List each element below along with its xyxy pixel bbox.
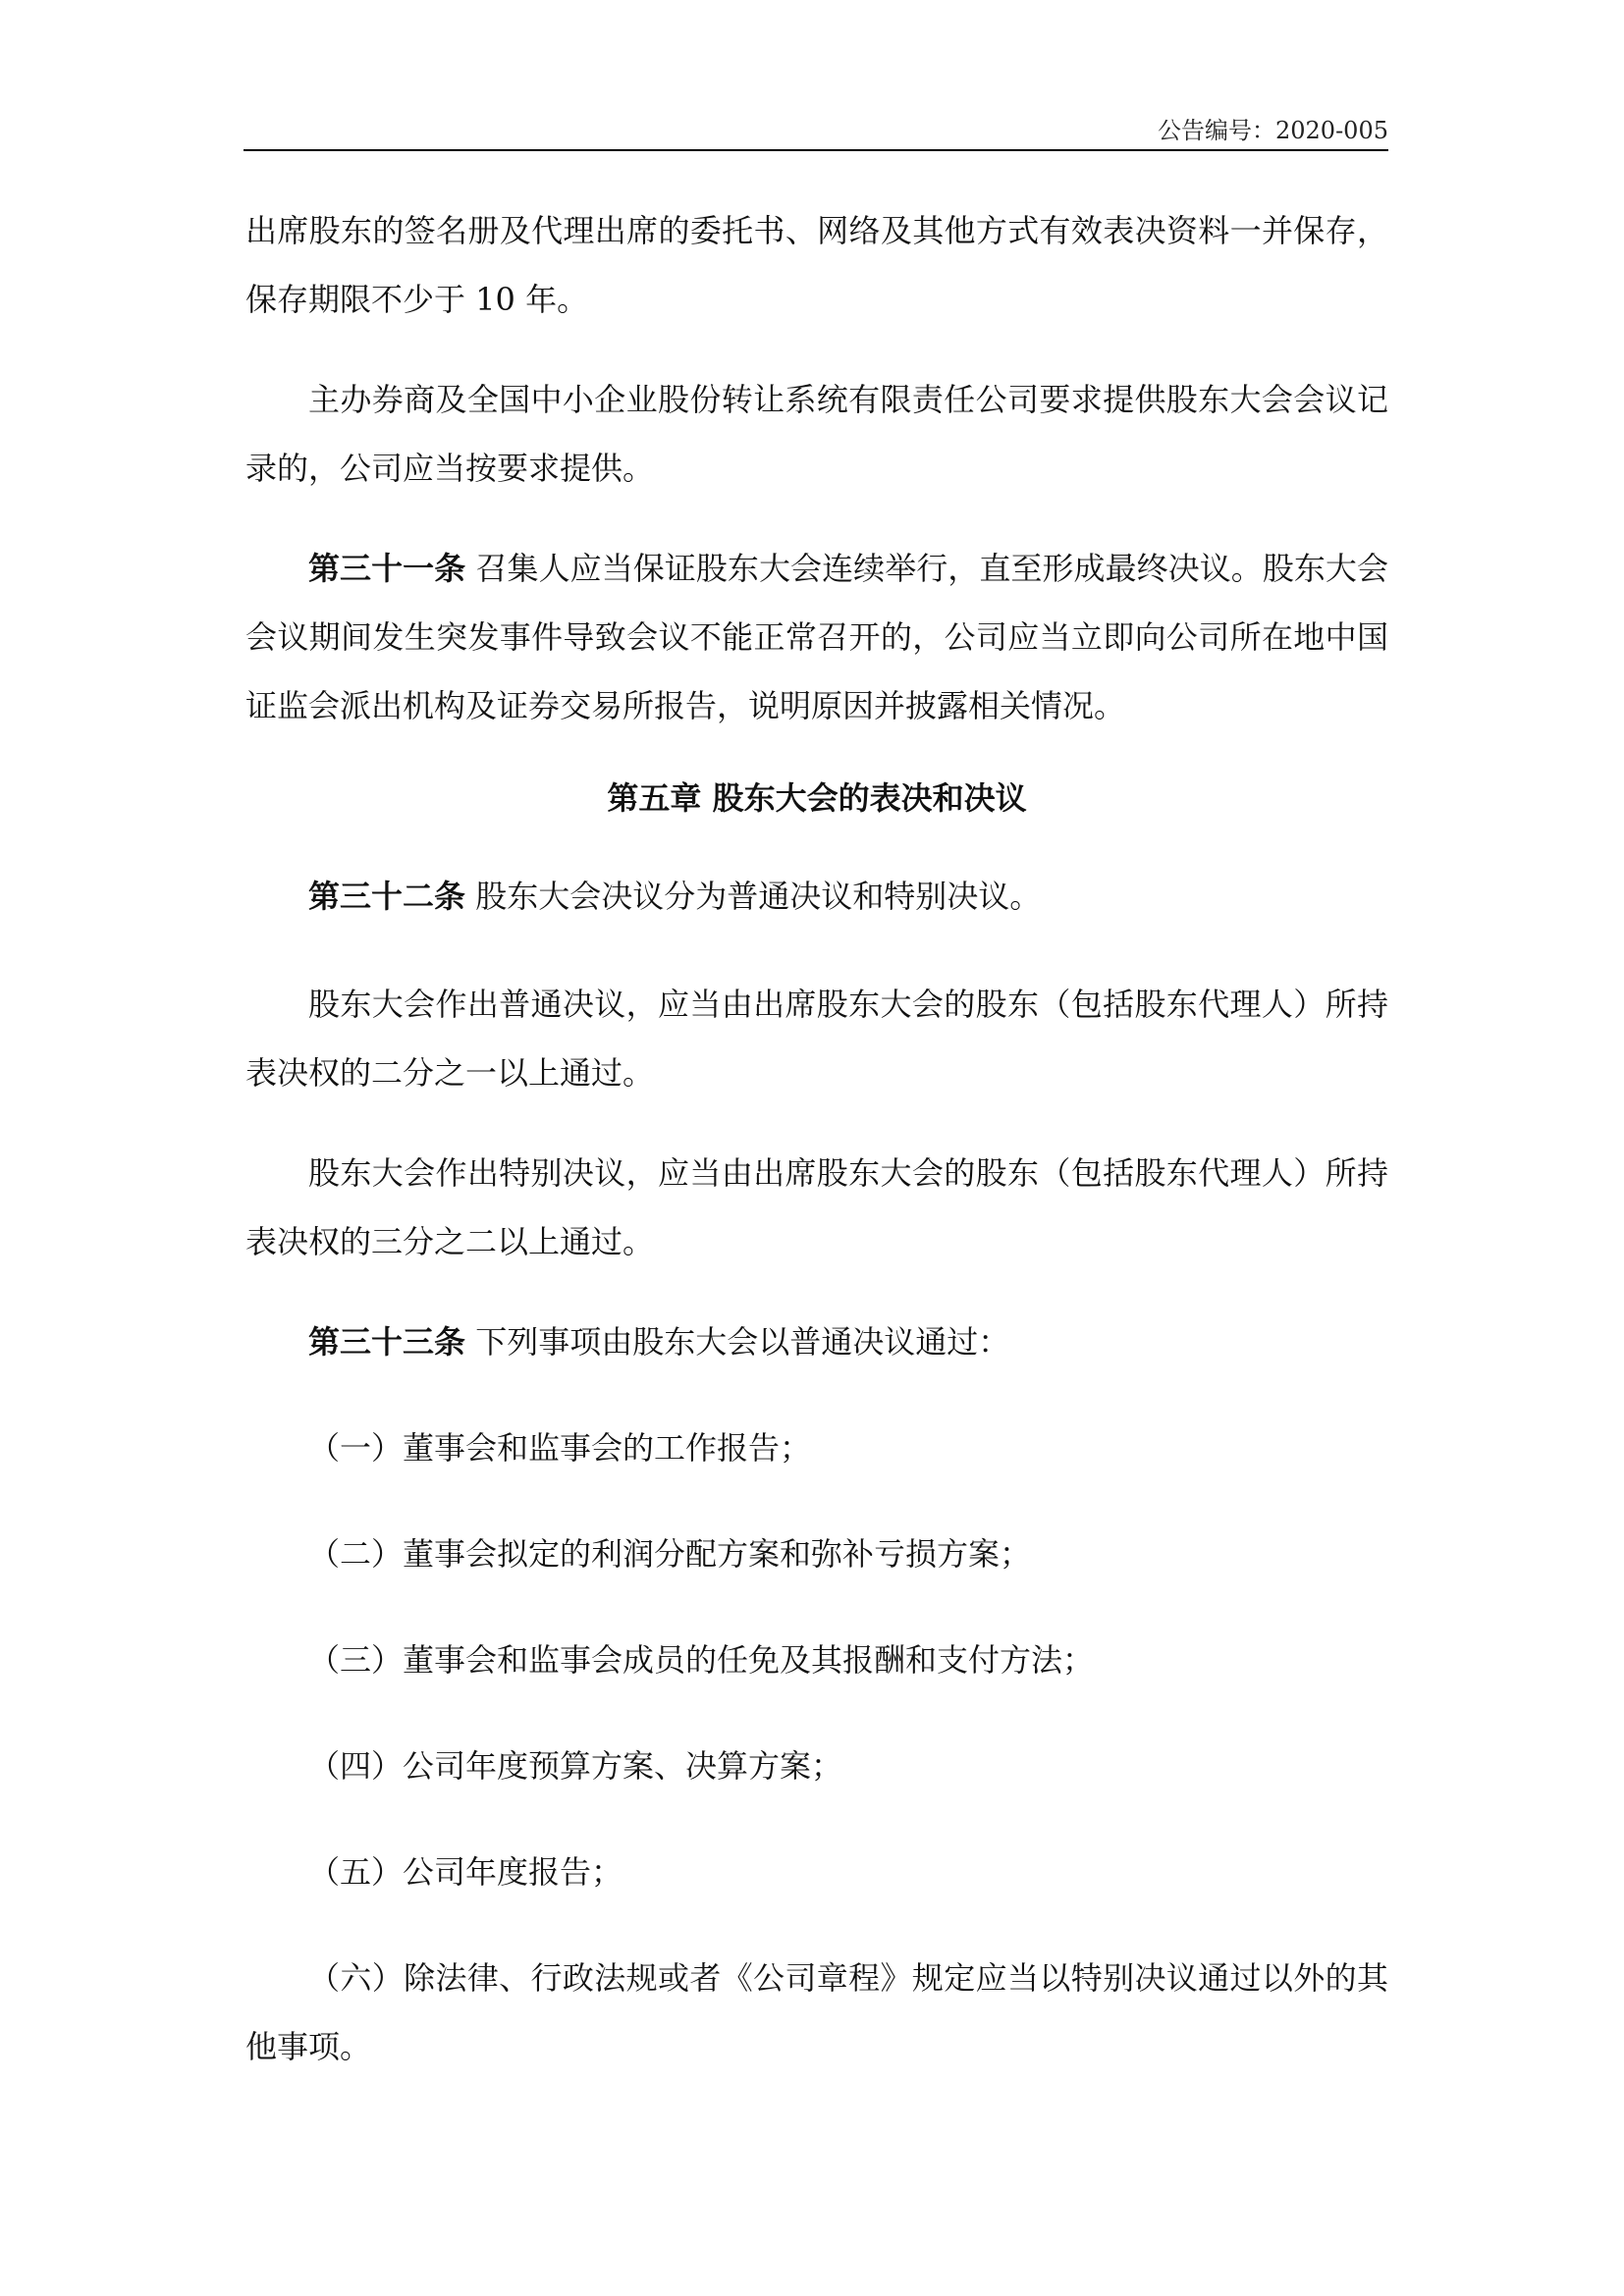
page-header	[244, 116, 1388, 151]
article-32-text: 股东大会决议分为普通决议和特别决议。	[475, 878, 1042, 915]
article-32-number: 第三十二条	[308, 878, 466, 915]
article-32	[245, 862, 1388, 931]
list-item: （三）董事会和监事会成员的任免及其报酬和支付方法；	[308, 1641, 1095, 1679]
paragraph-ordinary-resolution: 股东大会作出普通决议，应当由出席股东大会的股东（包括股东代理人）所持表决权的二分之一以上通过。	[245, 986, 1388, 1092]
article-33-number: 第三十三条	[308, 1323, 466, 1361]
list-item: （五）公司年度报告；	[308, 1853, 623, 1891]
paragraph-archive: 出席股东的签名册及代理出席的委托书、网络及其他方式有效表决资料一并保存，保存期限不少于 10 年。	[245, 212, 1388, 318]
article-33-text: 下列事项由股东大会以普通决议通过：	[475, 1323, 1010, 1361]
paragraph-records-request: 主办券商及全国中小企业股份转让系统有限责任公司要求提供股东大会会议记录的，公司应当按要求提供。	[245, 381, 1388, 487]
article-31-text: 召集人应当保证股东大会连续举行，直至形成最终决议。股东大会会议期间发生突发事件导致会议不能正常召开的，公司应当立即向公司所在地中国证监会派出机构及证券交易所报告，说明原因并披露相关情况。	[245, 550, 1388, 724]
list-item: （一）董事会和监事会的工作报告；	[308, 1429, 812, 1467]
chapter-title: 第五章 股东大会的表决和决议	[607, 779, 1027, 817]
article-31-number: 第三十一条	[308, 550, 466, 587]
list-item: （二）董事会拟定的利润分配方案和弥补亏损方案；	[308, 1535, 1032, 1573]
list-item: （六）除法律、行政法规或者《公司章程》规定应当以特别决议通过以外的其他事项。	[245, 1959, 1388, 2065]
paragraph-special-resolution: 股东大会作出特别决议，应当由出席股东大会的股东（包括股东代理人）所持表决权的三分之二以上通过。	[245, 1154, 1388, 1260]
announcement-code: 公告编号：2020-005	[1158, 117, 1388, 144]
header-divider	[244, 149, 1388, 151]
article-31	[245, 534, 1388, 740]
list-item: （四）公司年度预算方案、决算方案；	[308, 1747, 843, 1785]
article-33	[245, 1308, 1388, 1376]
